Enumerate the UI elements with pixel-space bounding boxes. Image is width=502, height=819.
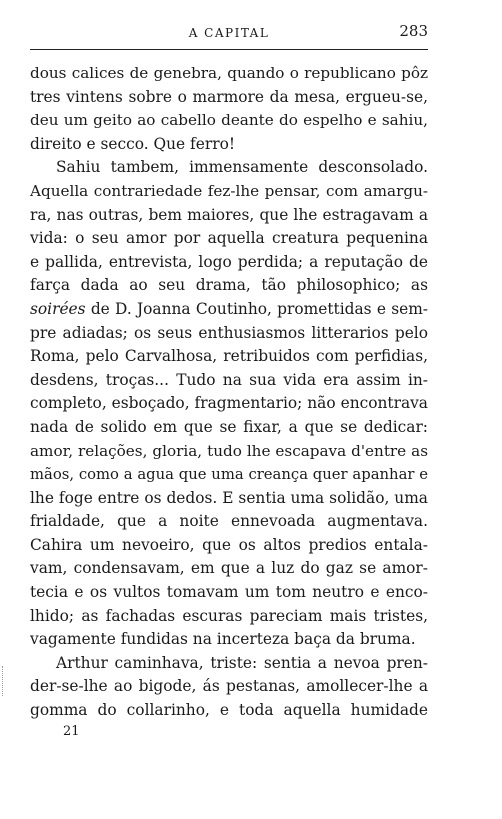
running-head (30, 22, 428, 46)
text-line: lhido; as fachadas escuras pareciam mais tristes, (30, 606, 428, 625)
header-rule (30, 49, 428, 50)
text-line: Roma, pelo Carvalhosa, retribuidos com perfidias, (30, 347, 428, 366)
text-line: desdens, troças... Tudo na sua vida era assim in- (30, 370, 428, 389)
signature-mark: 21 (63, 724, 80, 739)
text-line: farça dada ao seu drama, tão philosophico; as (30, 276, 428, 295)
text-line: soirées de D. Joanna Coutinho, promettidas e sem- (30, 299, 428, 318)
text-line: mãos, como a agua que uma creança quer apanhar e (30, 466, 428, 484)
text-line: Sahiu tambem, immensamente desconsolado. (56, 158, 428, 177)
text-line: dous calices de genebra, quando o republicano pôz (30, 64, 428, 82)
body-text (30, 62, 428, 723)
margin-mark (2, 666, 6, 696)
text-line: deu um geito ao cabello deante do espelho e sahiu, (30, 111, 428, 130)
running-head-title: A CAPITAL (188, 26, 270, 40)
text-line: amor, relações, gloria, tudo lhe escapava d'entre as (30, 441, 428, 460)
text-line: completo, esboçado, fragmentario; não encontrava (30, 394, 428, 413)
text-line: gomma do collarinho, e toda aquella humidade (30, 701, 428, 720)
text-line: Cahira um nevoeiro, que os altos predios entala- (30, 535, 428, 554)
italic-word: soirées (30, 299, 86, 318)
text-line: direito e secco. Que ferro! (30, 134, 236, 153)
text-line: frialdade, que a noite ennevoada augmentava. (30, 512, 428, 531)
text-line: lhe foge entre os dedos. E sentia uma solidão, uma (30, 488, 428, 507)
text-line: vam, condensavam, em que a luz do gaz se amor- (30, 559, 428, 578)
page-number: 283 (399, 22, 428, 40)
text-line: Arthur caminhava, triste: sentia a nevoa pren- (56, 653, 428, 672)
text-line: vagamente fundidas na incerteza baça da bruma. (30, 630, 416, 649)
text-line: Aquella contrariedade fez-lhe pensar, com amargu- (30, 181, 428, 200)
text-line: tres vintens sobre o marmore da mesa, ergueu-se, (30, 87, 428, 106)
text-line: der-se-lhe ao bigode, ás pestanas, amollecer-lhe a (30, 677, 428, 696)
text-line: tecia e os vultos tomavam um tom neutro e enco- (30, 583, 428, 602)
text-line: e pallida, entrevista, logo perdida; a reputação de (30, 252, 428, 271)
text-line: vida: o seu amor por aquella creatura pequenina (30, 229, 428, 248)
text-line: pre adiadas; os seus enthusiasmos litterarios pelo (30, 323, 428, 342)
text-line: nada de solido em que se fixar, a que se dedicar: (30, 417, 428, 436)
text-line: ra, nas outras, bem maiores, que lhe estragavam a (30, 205, 428, 224)
